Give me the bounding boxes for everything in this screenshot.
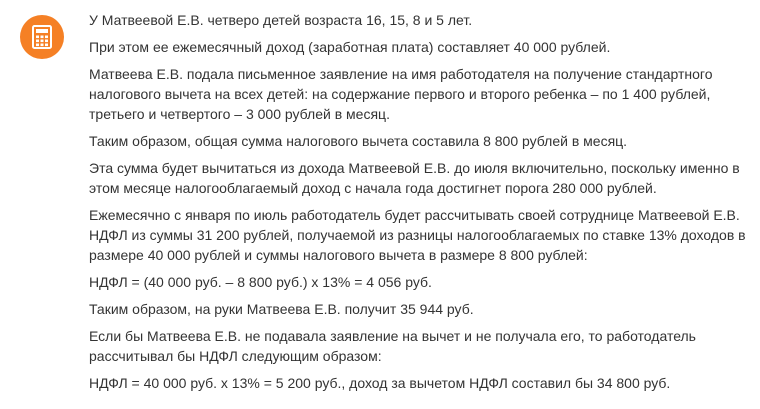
paragraph-application: Матвеева Е.В. подала письменное заявление на имя работодателя на получение стандартного налогового вычета на всех детей: на содержание первого и второго ребенка – по 1 400 рублей, третьего и четвертого – 3 000 рублей в месяц. <box>89 66 713 122</box>
paragraph-monthly-calculation: Ежемесячно с января по июль работодатель будет рассчитывать своей сотруднице Матвеевой Е.В. НДФЛ из суммы 31 200 рублей, получаемой из разницы налогооблагаемых по ставке 13% доходов в размере 40 000 рублей и суммы налогового вычета в размере 8 800 рублей: <box>89 207 746 263</box>
example-text <box>89 10 749 400</box>
paragraph-net-pay: Таким образом, на руки Матвеева Е.В. получит 35 944 руб. <box>89 301 474 317</box>
formula-without-deduction: НДФЛ = 40 000 руб. х 13% = 5 200 руб., доход за вычетом НДФЛ составил бы 34 800 руб. <box>89 375 671 391</box>
paragraph-without-deduction: Если бы Матвеева Е.В. не подавала заявление на вычет и не получала его, то работодатель рассчитывал бы НДФЛ следующим образом: <box>89 328 696 364</box>
formula-with-deduction: НДФЛ = (40 000 руб. – 8 800 руб.) х 13% = 4 056 руб. <box>89 274 432 290</box>
paragraph-deduction-period: Эта сумма будет вычитаться из дохода Матвеевой Е.В. до июля включительно, поскольку именно в этом месяце налогооблагаемый доход с начала года достигнет порога 280 000 рублей. <box>89 160 740 196</box>
paragraph-income: При этом ее ежемесячный доход (заработная плата) составляет 40 000 рублей. <box>89 39 611 55</box>
calculator-glyph <box>30 25 54 49</box>
paragraph-children: У Матвеевой Е.В. четверо детей возраста 16, 15, 8 и 5 лет. <box>89 12 473 28</box>
calculator-icon <box>20 15 64 59</box>
paragraph-total-deduction: Таким образом, общая сумма налогового вычета составила 8 800 рублей в месяц. <box>89 133 628 149</box>
